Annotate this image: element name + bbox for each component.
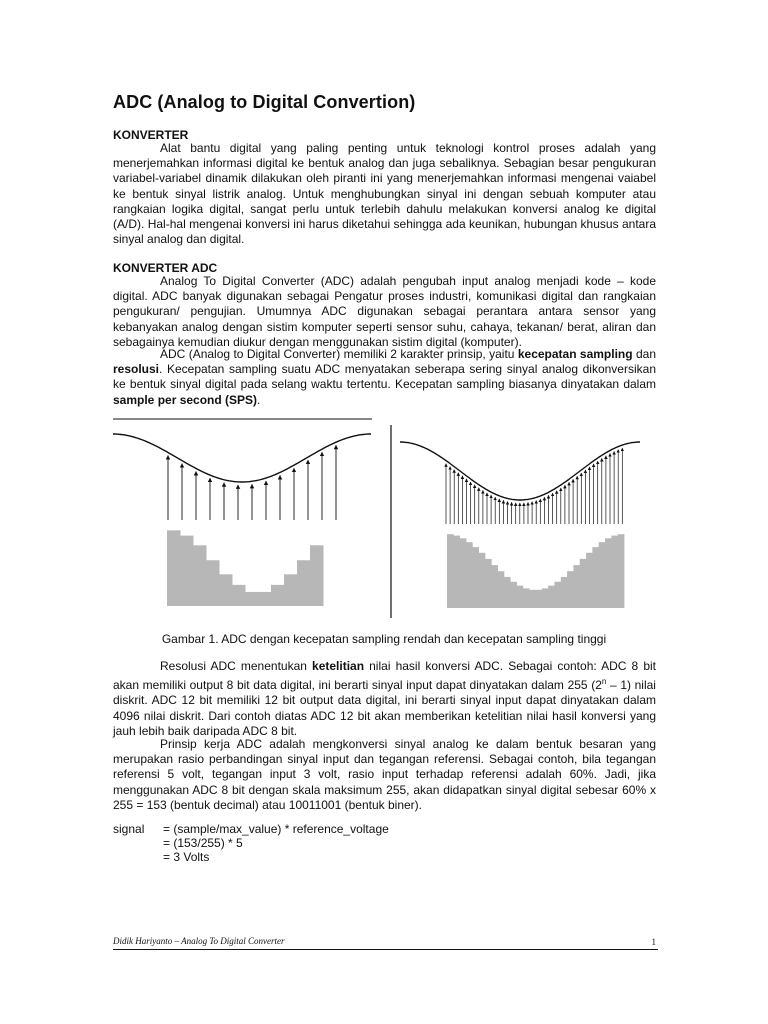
bold-term-sps: sample per second (SPS) bbox=[113, 392, 258, 407]
analog-signal-curve-low-rate bbox=[113, 434, 371, 482]
section-heading-konverter-adc: KONVERTER ADC bbox=[113, 261, 218, 275]
digital-step-bar bbox=[310, 545, 324, 606]
digital-step-bar bbox=[466, 542, 473, 608]
analog-signal-curve-high-rate bbox=[400, 442, 640, 500]
digital-step-bar bbox=[592, 547, 599, 608]
digital-step-bar bbox=[523, 588, 530, 608]
figure-caption: Gambar 1. ADC dengan kecepatan sampling rendah dan kecepatan sampling tinggi bbox=[161, 632, 607, 646]
digital-step-bar bbox=[193, 545, 207, 606]
formula-text: = 3 Volts bbox=[163, 850, 210, 864]
paragraph-resolution bbox=[113, 659, 656, 739]
digital-step-bar bbox=[167, 530, 181, 606]
digital-step-bar bbox=[219, 574, 233, 606]
digital-step-bar bbox=[180, 536, 194, 606]
bold-term-accuracy: ketelitian bbox=[312, 659, 365, 673]
text-run: ADC (Analog to Digital Converter) memiliki 2 karakter prinsip, yaitu bbox=[160, 347, 518, 361]
digital-step-bar bbox=[517, 586, 524, 608]
digital-step-bar bbox=[611, 536, 618, 608]
digital-step-bar bbox=[206, 560, 220, 606]
text-run: . bbox=[257, 392, 261, 407]
footer-author: Didik Hariyanto – Analog To Digital Converter bbox=[113, 936, 285, 946]
bold-term-sampling-speed: kecepatan sampling bbox=[517, 347, 633, 361]
digital-step-bar bbox=[529, 590, 536, 608]
digital-step-bar bbox=[460, 538, 467, 608]
formula-text: = (153/255) * 5 bbox=[163, 836, 243, 850]
digital-step-bar bbox=[510, 582, 517, 608]
digital-step-bar bbox=[491, 565, 498, 608]
bold-term-resolution: resolusi bbox=[113, 362, 160, 377]
digital-step-bar bbox=[573, 565, 580, 608]
digital-steps-high-rate bbox=[447, 534, 624, 608]
digital-step-bar bbox=[542, 588, 549, 608]
digital-step-bar bbox=[258, 592, 272, 606]
document-title: ADC (Analog to Digital Convertion) bbox=[113, 92, 416, 112]
digital-step-bar bbox=[554, 582, 561, 608]
digital-step-bar bbox=[232, 585, 246, 606]
digital-step-bar bbox=[297, 560, 311, 606]
digital-step-bar bbox=[504, 577, 511, 608]
formula-line-3 bbox=[113, 850, 389, 864]
digital-step-bar bbox=[447, 534, 454, 608]
digital-step-bar bbox=[245, 592, 259, 606]
digital-step-bar bbox=[536, 590, 543, 608]
sample-arrows-low-rate bbox=[168, 445, 336, 520]
digital-step-bar bbox=[599, 542, 606, 608]
formula-text: = (sample/max_value) * reference_voltage bbox=[163, 822, 389, 836]
digital-step-bar bbox=[479, 553, 486, 608]
formula-line-1 bbox=[113, 822, 389, 836]
sampling-illustration bbox=[113, 412, 658, 622]
digital-step-bar bbox=[580, 559, 587, 608]
figure-sampling-rates bbox=[113, 412, 658, 622]
text-run: – 1) nilai diskrit. ADC 12 bit memiliki 12 bit output data digital, ini berarti sinyal input dapat dinyatakan dalam 4096 nilai diskrit. Dari contoh diatas ADC 12 bit akan memberikan ketelitian nilai hasil konversi yang jauh lebih baik daripada ADC 8 bit. bbox=[113, 678, 656, 738]
digital-step-bar bbox=[472, 547, 479, 608]
paragraph-konverter: Alat bantu digital yang paling penting untuk teknologi kontrol proses adalah yang menerjemahkan informasi digital ke bentuk analog dan juga sebaliknya. Sebagian besar pengukuran variabel-variabel dinamik dilakukan oleh piranti ini yang menerjemahkan informasi mengenai vaiabel ke bentuk sinyal listrik analog. Untuk menghubungkan sinyal ini dengan sebuah komputer atau rangkaian logika digital, sangat perlu untuk terlebih dahulu melakukan konversi analog ke digital (A/D). Hal-hal mengenai konversi ini harus diketahui sehingga ada keunikan, hubungan khusus antara sinyal analog dan digital. bbox=[113, 141, 656, 247]
digital-step-bar bbox=[548, 586, 555, 608]
digital-step-bar bbox=[453, 536, 460, 608]
formula-line-2 bbox=[113, 836, 389, 850]
paragraph-adc-definition: Analog To Digital Converter (ADC) adalah pengubah input analog menjadi kode – kode digital. ADC banyak digunakan sebagai Pengatur proses industri, komunikasi digital dan rangkaian pengukuran/ pengujian. Umumnya ADC digunakan sebagai perantara antara sensor yang kebanyakan analog dengan sistim komputer seperti sensor suhu, cahaya, tekanan/ berat, aliran dan sebagainya kemudian diukur dengan menggunakan sistim digital (komputer). bbox=[113, 274, 656, 349]
text-run: . Kecepatan sampling suatu ADC menyatakan seberapa sering sinyal analog dikonversikan ke bentuk sinyal digital pada selang waktu tertentu. Kecepatan sampling biasanya dinyatakan dalam bbox=[113, 362, 656, 392]
digital-step-bar bbox=[618, 534, 625, 608]
superscript-n: n bbox=[601, 677, 607, 687]
digital-step-bar bbox=[586, 553, 593, 608]
digital-step-bar bbox=[567, 571, 574, 608]
digital-step-bar bbox=[605, 538, 612, 608]
section-heading-konverter: KONVERTER bbox=[113, 128, 189, 142]
text-run: Resolusi ADC menentukan bbox=[160, 659, 313, 673]
footer-rule bbox=[113, 949, 658, 950]
digital-step-bar bbox=[498, 571, 505, 608]
footer-page-number: 1 bbox=[651, 937, 656, 947]
digital-steps-low-rate bbox=[167, 530, 324, 606]
formula-label: signal bbox=[113, 822, 145, 836]
digital-step-bar bbox=[271, 585, 285, 606]
signal-formula bbox=[113, 822, 389, 864]
paragraph-adc-characteristics bbox=[113, 347, 656, 408]
text-run: nilai hasil konversi ADC. Sebagai contoh: ADC 8 bit akan memiliki output 8 bit data digital, ini berarti sinyal input dapat dinyatakan dalam 255 (2 bbox=[113, 659, 656, 693]
digital-step-bar bbox=[284, 574, 298, 606]
text-run: dan bbox=[632, 347, 656, 361]
digital-step-bar bbox=[561, 577, 568, 608]
paragraph-working-principle: Prinsip kerja ADC adalah mengkonversi sinyal analog ke dalam bentuk besaran yang merupakan rasio perbandingan sinyal input dan tegangan referensi. Sebagai contoh, bila tegangan referensi 5 volt, tegangan input 3 volt, rasio input terhadap referensi adalah 60%. Jadi, jika menggunakan ADC 8 bit dengan skala maksimum 255, akan didapatkan sinyal digital sebesar 60% x 255 = 153 (bentuk decimal) atau 10011001 (bentuk biner). bbox=[113, 737, 656, 812]
digital-step-bar bbox=[485, 559, 492, 608]
